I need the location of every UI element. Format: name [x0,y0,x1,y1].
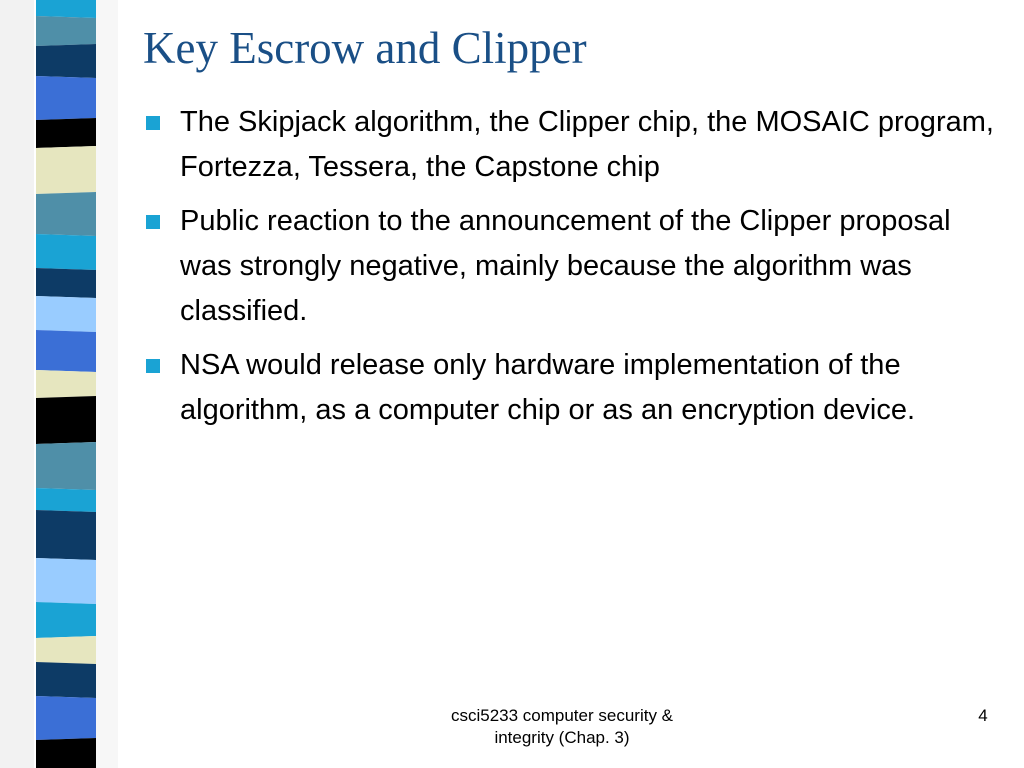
footer-line-1: csci5233 computer security & [450,706,674,725]
slide-title: Key Escrow and Clipper [143,23,587,73]
square-bullet-icon [146,215,160,229]
bullet-text: Public reaction to the announcement of the Clipper proposal was strongly negative, mainly because the algorithm was classified. [180,205,951,327]
footer-line-2: integrity (Chap. 3) [494,728,630,747]
decorative-left-strip [0,0,118,768]
page-number: 4 [978,706,988,725]
bullet-item [146,343,996,433]
bullet-item [146,199,996,334]
square-bullet-icon [146,116,160,130]
slide-footer [404,705,720,749]
bullet-item [146,100,996,190]
square-bullet-icon [146,359,160,373]
strip-pattern [0,0,118,768]
bullet-text: NSA would release only hardware implementation of the algorithm, as a computer chip or as an encryption device. [180,349,916,426]
bullet-text: The Skipjack algorithm, the Clipper chip, the MOSAIC program, Fortezza, Tessera, the Capstone chip [180,106,994,183]
bullet-list [146,100,996,442]
